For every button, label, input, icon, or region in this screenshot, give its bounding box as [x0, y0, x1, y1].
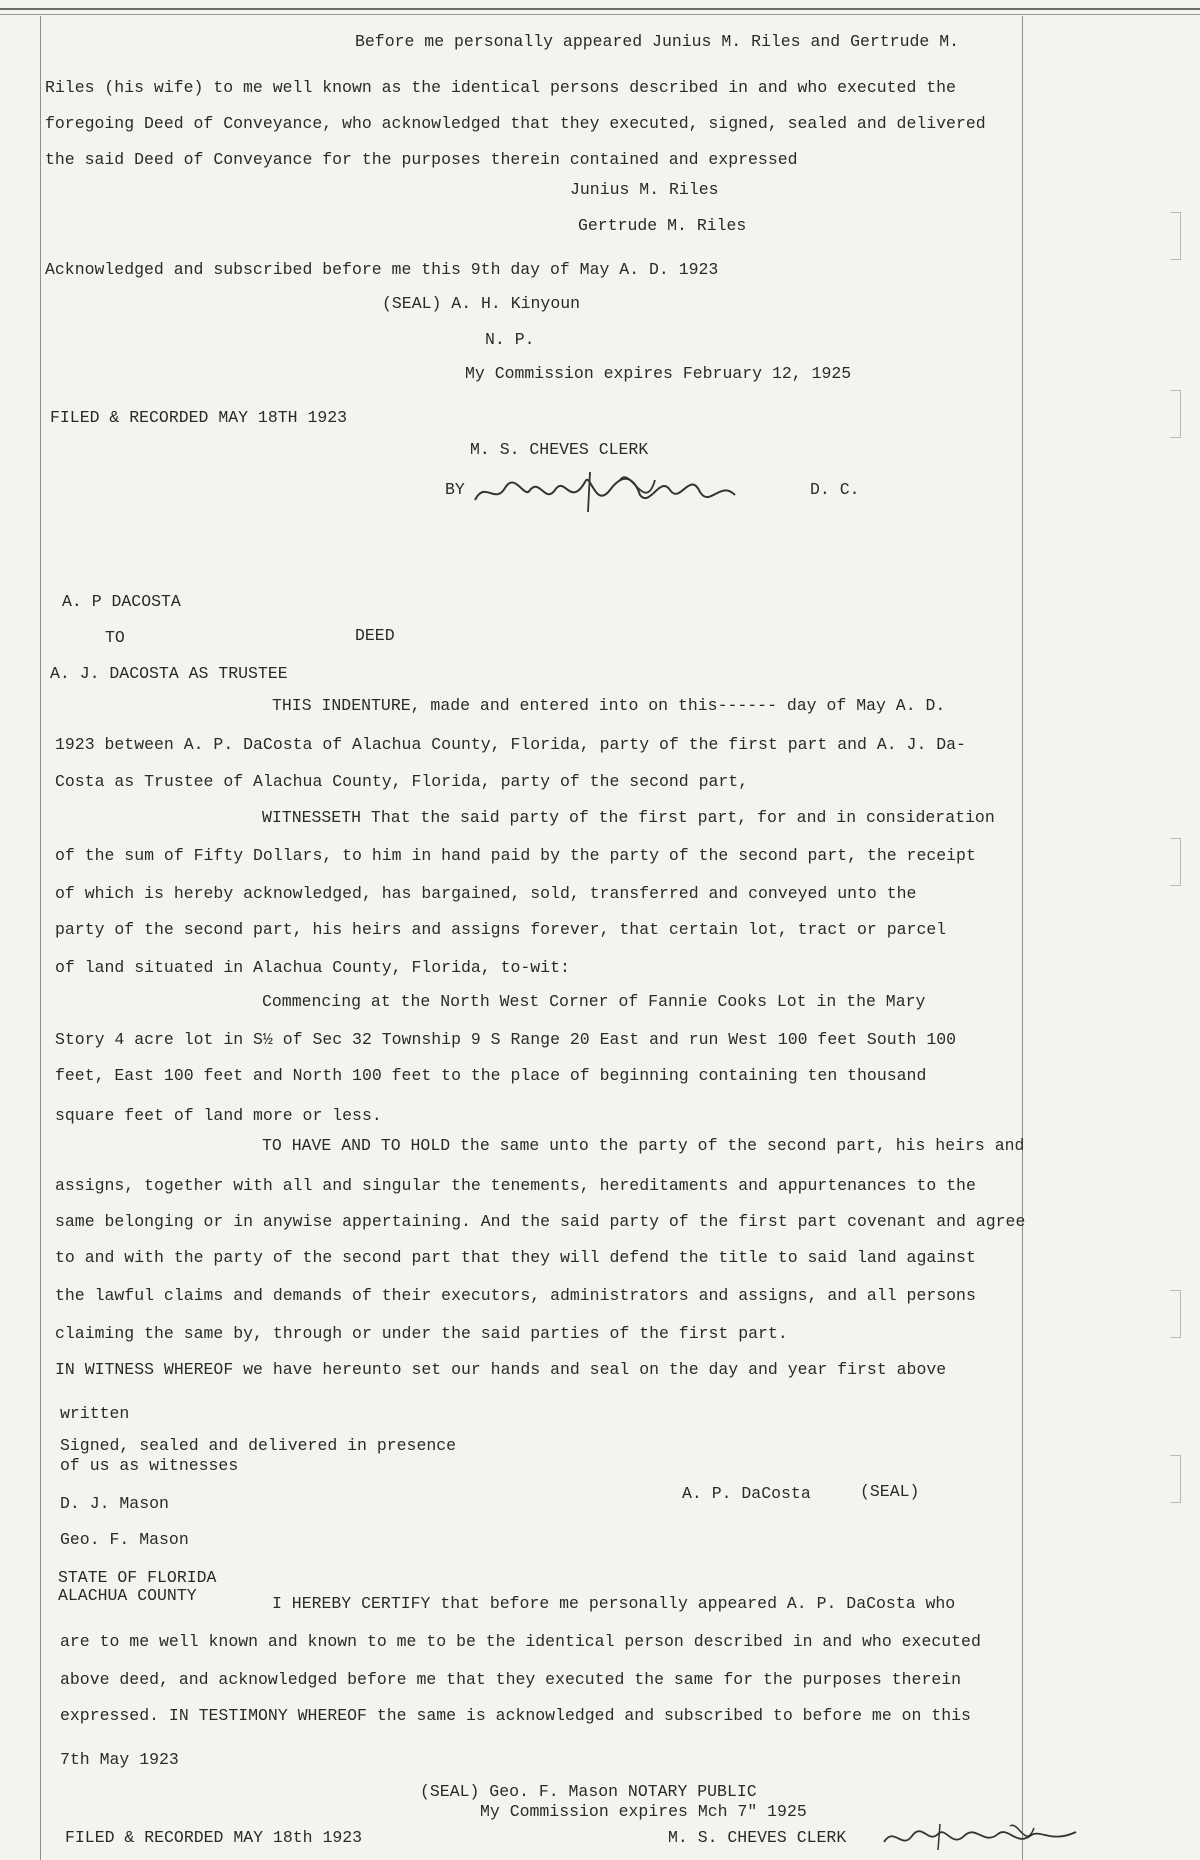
of-us-witnesses: of us as witnesses: [60, 1456, 239, 1475]
deed-line: 1923 between A. P. DaCosta of Alachua County, Florida, party of the first part and A. J. Da-: [55, 735, 966, 754]
deed-line: of the sum of Fifty Dollars, to him in hand paid by the party of the second part, the receipt: [55, 846, 976, 865]
deed-line: square feet of land more or less.: [55, 1106, 382, 1125]
witness-whereof: IN WITNESS WHEREOF we have hereunto set our hands and seal on the day and year first above: [55, 1360, 947, 1379]
deed-line: the lawful claims and demands of their executors, administrators and assigns, and all persons: [55, 1286, 976, 1305]
deed-line: of land situated in Alachua County, Florida, to-wit:: [55, 958, 570, 977]
commission-expiry: My Commission expires Mch 7" 1925: [480, 1802, 807, 1821]
deputy-signature: [470, 460, 750, 520]
filed-recorded: FILED & RECORDED MAY 18th 1923: [65, 1828, 363, 1847]
left-margin-line: [40, 16, 41, 1860]
deed-line: of which is hereby acknowledged, has bargained, sold, transferred and conveyed unto the: [55, 884, 917, 903]
deed-line: Commencing at the North West Corner of Fannie Cooks Lot in the Mary: [262, 992, 926, 1011]
certify-line: are to me well known and known to me to be the identical person described in and who executed: [60, 1632, 981, 1651]
deed-line: same belonging or in anywise appertaining. And the said party of the first part covenant and agree: [55, 1212, 1026, 1231]
binding-mark: [1170, 212, 1181, 260]
notary-public: (SEAL) Geo. F. Mason NOTARY PUBLIC: [420, 1782, 757, 1801]
state-label: STATE OF FLORIDA: [58, 1568, 217, 1587]
deed-line: THIS INDENTURE, made and entered into on this------ day of May A. D.: [272, 696, 946, 715]
certify-date: 7th May 1923: [60, 1750, 179, 1769]
signed-sealed: Signed, sealed and delivered in presence: [60, 1436, 457, 1455]
written-label: written: [60, 1404, 130, 1423]
deed-line: feet, East 100 feet and North 100 feet to the place of beginning containing ten thousand: [55, 1066, 927, 1085]
deed-line: TO HAVE AND TO HOLD the same unto the party of the second part, his heirs and: [262, 1136, 1025, 1155]
to-label: TO: [105, 628, 125, 647]
ack-line: the said Deed of Conveyance for the purposes therein contained and expressed: [45, 150, 798, 169]
deed-line: Costa as Trustee of Alachua County, Florida, party of the second part,: [55, 772, 749, 791]
deed-line: party of the second part, his heirs and assigns forever, that certain lot, tract or parcel: [55, 920, 947, 939]
county-label: ALACHUA COUNTY: [58, 1586, 197, 1605]
grantor-header: A. P DACOSTA: [62, 592, 181, 611]
deputy-clerk-signature: [880, 1816, 1080, 1856]
top-border-inner: [0, 14, 1200, 15]
binding-mark: [1170, 390, 1181, 438]
signer-name: Junius M. Riles: [570, 180, 719, 199]
notary-seal: (SEAL) A. H. Kinyoun: [382, 294, 581, 313]
deed-type: DEED: [355, 626, 395, 645]
witness-name: Geo. F. Mason: [60, 1530, 189, 1549]
deed-line: Story 4 acre lot in S½ of Sec 32 Township 9 S Range 20 East and run West 100 feet South 100: [55, 1030, 957, 1049]
by-label: BY: [445, 480, 465, 499]
notary-title: N. P.: [485, 330, 535, 349]
filed-recorded: FILED & RECORDED MAY 18TH 1923: [50, 408, 348, 427]
clerk-name: M. S. CHEVES CLERK: [470, 440, 649, 459]
acknowledged-line: Acknowledged and subscribed before me this 9th day of May A. D. 1923: [45, 260, 719, 279]
binding-mark: [1170, 1290, 1181, 1338]
ack-line: foregoing Deed of Conveyance, who acknowledged that they executed, signed, sealed and delivered: [45, 114, 986, 133]
ack-line: Before me personally appeared Junius M. Riles and Gertrude M.: [355, 32, 959, 51]
grantee-header: A. J. DACOSTA AS TRUSTEE: [50, 664, 288, 683]
right-margin-line: [1022, 16, 1023, 1860]
commission-expiry: My Commission expires February 12, 1925: [465, 364, 852, 383]
witness-name: D. J. Mason: [60, 1494, 169, 1513]
deed-line: claiming the same by, through or under the said parties of the first part.: [55, 1324, 788, 1343]
certify-line: above deed, and acknowledged before me that they executed the same for the purposes therein: [60, 1670, 962, 1689]
grantor-seal: (SEAL): [860, 1482, 920, 1501]
deed-line: to and with the party of the second part that they will defend the title to said land against: [55, 1248, 976, 1267]
grantor-signature: A. P. DaCosta: [682, 1484, 811, 1503]
binding-mark: [1170, 1455, 1181, 1503]
ack-line: Riles (his wife) to me well known as the identical persons described in and who executed the: [45, 78, 956, 97]
deputy-clerk-label: D. C.: [810, 480, 860, 499]
binding-mark: [1170, 838, 1181, 886]
certify-line: expressed. IN TESTIMONY WHEREOF the same is acknowledged and subscribed to before me on this: [60, 1706, 971, 1725]
deed-line: WITNESSETH That the said party of the first part, for and in consideration: [262, 808, 995, 827]
signer-name: Gertrude M. Riles: [578, 216, 747, 235]
clerk-name: M. S. CHEVES CLERK: [668, 1828, 847, 1847]
deed-line: assigns, together with all and singular the tenements, hereditaments and appurtenances to the: [55, 1176, 976, 1195]
top-border: [0, 8, 1200, 10]
certify-line: I HEREBY CERTIFY that before me personally appeared A. P. DaCosta who: [272, 1594, 956, 1613]
